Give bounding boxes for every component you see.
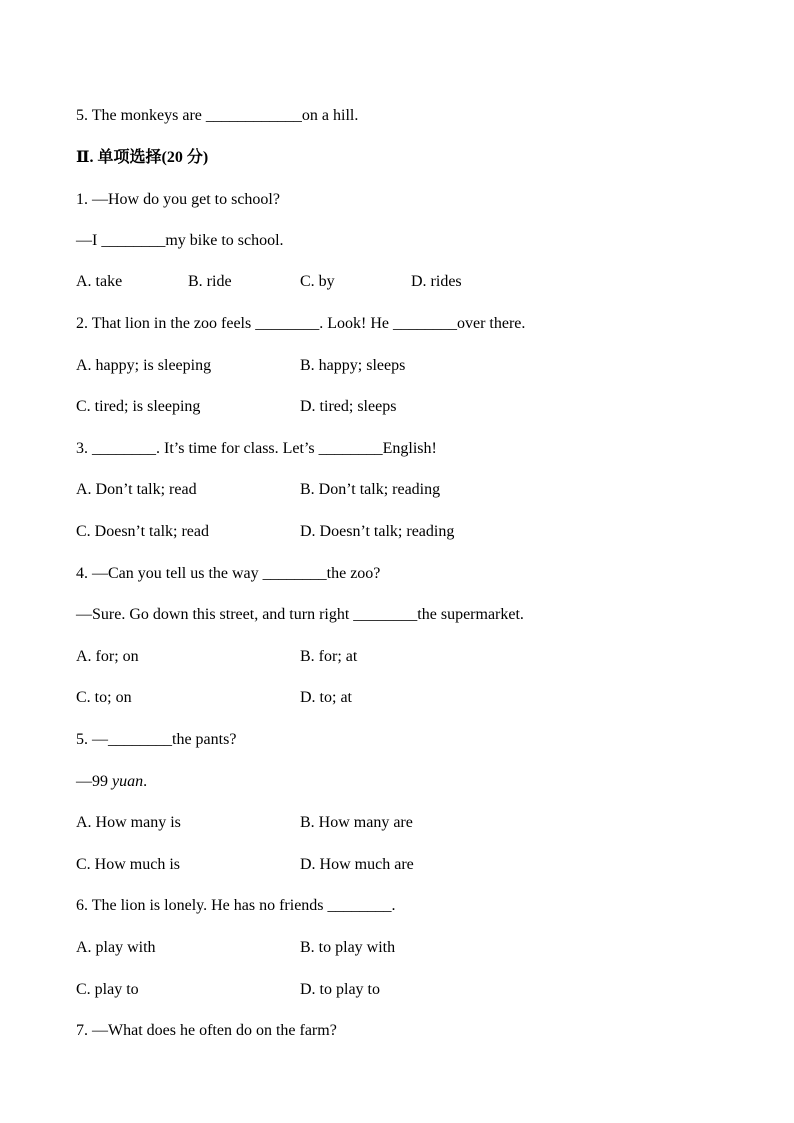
q5-options-row2	[0, 855, 794, 875]
q3-options-row2	[0, 522, 794, 542]
q5-option-b[interactable]: B. How many are	[300, 814, 413, 831]
q6-stem: 6. The lion is lonely. He has no friends ________.	[76, 897, 396, 914]
q3-options-row1	[0, 480, 794, 500]
q6-option-a[interactable]: A. play with	[76, 939, 156, 956]
q5-reply-suffix: .	[143, 773, 148, 790]
previous-question-5: 5. The monkeys are ____________on a hill.	[76, 107, 359, 124]
q5-reply-prefix: —99	[76, 773, 112, 790]
q4-stem: 4. —Can you tell us the way ________the zoo?	[76, 565, 381, 582]
q5-options-row1	[0, 813, 794, 833]
q2-option-a[interactable]: A. happy; is sleeping	[76, 357, 212, 374]
q4-option-c[interactable]: C. to; on	[76, 689, 132, 706]
q4-option-b[interactable]: B. for; at	[300, 648, 358, 665]
q1-option-b[interactable]: B. ride	[188, 273, 232, 290]
q2-option-b[interactable]: B. happy; sleeps	[300, 357, 406, 374]
q2-options-row1	[0, 356, 794, 376]
q4-option-a[interactable]: A. for; on	[76, 648, 139, 665]
q5-reply-unit: yuan	[112, 773, 144, 790]
q7-stem: 7. —What does he often do on the farm?	[76, 1022, 337, 1039]
q5-reply	[76, 772, 147, 792]
q6-option-d[interactable]: D. to play to	[300, 981, 380, 998]
q5-option-a[interactable]: A. How many is	[76, 814, 181, 831]
q5-stem: 5. —________the pants?	[76, 731, 237, 748]
q4-options-row2	[0, 688, 794, 708]
q4-option-d[interactable]: D. to; at	[300, 689, 352, 706]
q1-reply: —I ________my bike to school.	[76, 232, 284, 249]
q3-option-b[interactable]: B. Don’t talk; reading	[300, 481, 441, 498]
q4-reply: —Sure. Go down this street, and turn right ________the supermarket.	[76, 606, 524, 623]
q6-option-c[interactable]: C. play to	[76, 981, 139, 998]
q3-option-c[interactable]: C. Doesn’t talk; read	[76, 523, 210, 540]
q3-stem: 3. ________. It’s time for class. Let’s ________English!	[76, 440, 437, 457]
q3-option-a[interactable]: A. Don’t talk; read	[76, 481, 197, 498]
q5-option-d[interactable]: D. How much are	[300, 856, 414, 873]
q4-options-row1	[0, 647, 794, 667]
q6-option-b[interactable]: B. to play with	[300, 939, 396, 956]
q1-options	[0, 272, 794, 292]
section-title: Ⅱ. 单项选择(20 分)	[76, 149, 209, 166]
q2-option-c[interactable]: C. tired; is sleeping	[76, 398, 201, 415]
q1-option-d[interactable]: D. rides	[411, 273, 462, 290]
q6-options-row1	[0, 938, 794, 958]
q1-option-a[interactable]: A. take	[76, 273, 123, 290]
q2-stem: 2. That lion in the zoo feels ________. Look! He ________over there.	[76, 315, 526, 332]
q5-option-c[interactable]: C. How much is	[76, 856, 180, 873]
q3-option-d[interactable]: D. Doesn’t talk; reading	[300, 523, 455, 540]
q2-option-d[interactable]: D. tired; sleeps	[300, 398, 397, 415]
q1-option-c[interactable]: C. by	[300, 273, 335, 290]
q6-options-row2	[0, 980, 794, 1000]
q2-options-row2	[0, 397, 794, 417]
q1-stem: 1. —How do you get to school?	[76, 191, 280, 208]
